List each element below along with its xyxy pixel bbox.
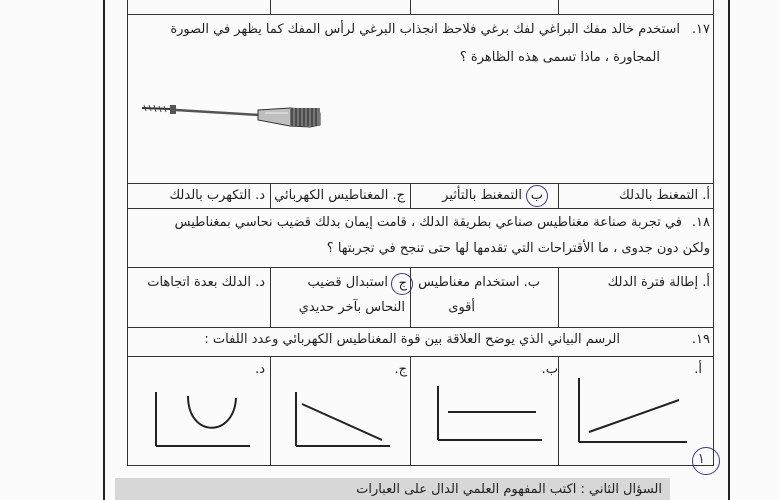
question-17-number: ١٧. — [691, 22, 710, 37]
graph-label-b: ب. — [541, 362, 558, 377]
page-border-right — [728, 0, 730, 500]
q17-option-b: التمغنط بالتأثير — [442, 188, 522, 203]
cell-divider — [410, 183, 411, 208]
cell-divider — [410, 356, 411, 465]
graph-label-a: أ. — [694, 362, 702, 377]
q17-option-b-letter: ب — [530, 188, 543, 203]
question-19-number: ١٩. — [691, 332, 710, 347]
question-18-text-line1: في تجربة صناعة مغناطيس صناعي بطريقة الدلك ، قامت إيمان بدلك قضيب نحاسي بمغناطيس — [174, 215, 682, 230]
screwdriver-with-screw-image — [140, 96, 330, 132]
q18-option-c-letter: ج — [398, 276, 407, 291]
cell-divider — [558, 267, 559, 327]
cell-divider — [558, 356, 559, 465]
q17-option-a: أ. التمغنط بالدلك — [619, 188, 710, 203]
row-divider — [127, 183, 714, 184]
graph-d-u-curve — [150, 388, 260, 454]
graph-c-decreasing-line — [290, 388, 400, 454]
page-number: ١ — [697, 451, 705, 467]
cell-divider — [270, 0, 271, 14]
table-border-bottom — [127, 465, 714, 466]
table-border-right — [713, 0, 714, 465]
q17-option-c: ج. المغناطيس الكهربائي — [274, 188, 405, 203]
section-two-heading: السؤال الثاني : اكتب المفهوم العلمي الدال على العبارات — [356, 482, 662, 497]
row-divider — [127, 356, 714, 357]
q18-option-c-line1: استبدال قضيب — [307, 275, 388, 290]
page-border-left — [103, 0, 105, 500]
graph-a-increasing-line — [575, 372, 695, 452]
q18-option-c-line2: النحاس بآخر حديدي — [298, 300, 405, 315]
cell-divider — [558, 183, 559, 208]
q18-option-b-line1: ب. استخدام مغناطيس — [418, 275, 540, 290]
row-divider — [127, 208, 714, 209]
graph-label-c: ج. — [394, 362, 407, 377]
row-divider — [127, 327, 714, 328]
q17-option-d: د. التكهرب بالدلك — [169, 188, 265, 203]
question-17-text-line1: استخدم خالد مفك البراغي لفك برغي فلاحظ انجذاب البرغي لرأس المفك كما يظهر في الصورة — [170, 22, 680, 37]
row-divider — [127, 267, 714, 268]
page-number-circle — [692, 447, 720, 475]
cell-divider — [270, 267, 271, 327]
question-18-text-line2: ولكن دون جدوى ، ما الأقتراحات التي تقدمها لها حتى تنجح في تجربتها ؟ — [326, 241, 710, 256]
q18-option-b-line2: أقوى — [448, 300, 475, 315]
question-19-text: الرسم البياني الذي يوضح العلاقة بين قوة المغناطيس الكهربائي وعدد اللفات : — [204, 332, 620, 347]
cell-divider — [558, 0, 559, 14]
graph-b-constant-line — [432, 382, 552, 452]
table-border-left — [127, 0, 128, 465]
q18-option-d: د. الدلك بعدة اتجاهات — [147, 275, 265, 290]
cell-divider — [270, 356, 271, 465]
question-18-number: ١٨. — [691, 215, 710, 230]
row-divider — [127, 14, 714, 15]
question-17-text-line2: المجاورة ، ماذا تسمى هذه الظاهرة ؟ — [459, 50, 660, 65]
graph-label-d: د. — [255, 362, 265, 377]
q18-option-a: أ. إطالة فترة الدلك — [607, 275, 710, 290]
cell-divider — [270, 183, 271, 208]
cell-divider — [410, 0, 411, 14]
